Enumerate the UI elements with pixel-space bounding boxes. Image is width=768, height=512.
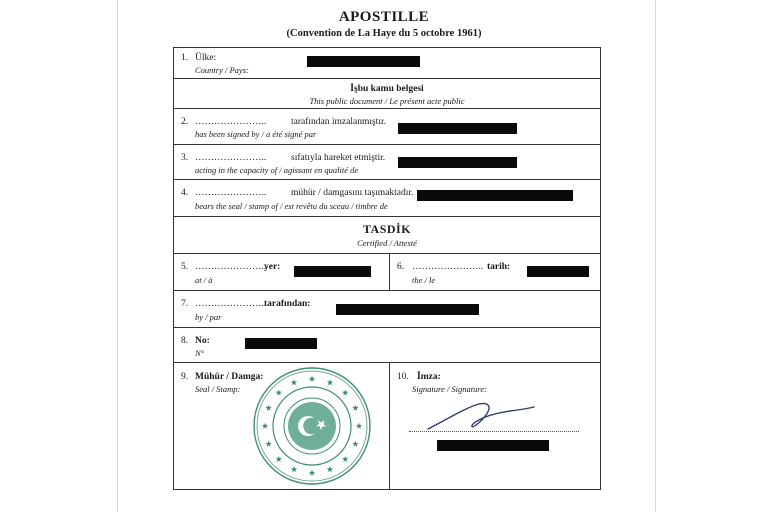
- seal-star-icon: [327, 379, 333, 385]
- field-number: 6.: [397, 262, 405, 272]
- row-signed-by: [174, 109, 600, 145]
- seal-star-icon: [352, 441, 358, 447]
- seal-star-icon: [327, 466, 333, 472]
- row-certified: [174, 217, 600, 254]
- signature-sublabel: Signature / Signature:: [412, 384, 487, 394]
- field-number: 5.: [181, 262, 189, 272]
- signature-label: İmza:: [417, 372, 441, 382]
- redacted-country: [307, 56, 420, 67]
- seal-star-icon: [276, 389, 282, 395]
- crescent-star-seal-icon: [252, 366, 372, 486]
- capacity-label: sıfatıyla hareket etmiştir.: [291, 153, 386, 163]
- signed-by-dots: …………………..: [195, 117, 267, 127]
- field-number: 7.: [181, 299, 189, 309]
- row-number: [174, 328, 600, 363]
- number-label: No:: [195, 336, 210, 346]
- redacted-place: [294, 266, 371, 277]
- by-dots: …………………..: [195, 299, 267, 309]
- redacted-signer: [398, 123, 517, 134]
- public-document-heading: İşbu kamu belgesi: [350, 84, 424, 94]
- capacity-dots: …………………..: [195, 153, 267, 163]
- field-number: 2.: [181, 117, 189, 127]
- certified-subheading: Certified / Attesté: [357, 238, 417, 248]
- country-label: Ülke:: [195, 53, 217, 63]
- capacity-sublabel: acting in the capacity of / agissant en qualité de: [195, 165, 359, 175]
- seal-star-icon: [342, 456, 348, 462]
- place-sublabel: at / à: [195, 275, 213, 285]
- seal-star-icon: [309, 470, 315, 476]
- handwritten-signature-icon: [426, 399, 536, 433]
- date-dots: …………………..: [412, 262, 484, 272]
- seal-star-icon: [291, 379, 297, 385]
- apostille-form: [173, 47, 601, 490]
- date-sublabel: the / le: [412, 275, 436, 285]
- field-number: 1.: [181, 53, 189, 63]
- redacted-signatory-name: [437, 440, 549, 451]
- seal-star-icon: [262, 423, 268, 429]
- seal-of-label: mühür / damgasını taşımaktadır.: [291, 188, 414, 198]
- date-label: tarih:: [487, 262, 511, 272]
- column-divider: [389, 254, 390, 290]
- seal-label: Mühür / Damga:: [195, 372, 264, 382]
- redacted-authority: [417, 190, 573, 201]
- page-edge-left: [117, 0, 118, 512]
- seal-sublabel: Seal / Stamp:: [195, 384, 241, 394]
- field-number: 8.: [181, 336, 189, 346]
- document-title: APOSTILLE: [338, 9, 430, 25]
- field-number: 4.: [181, 188, 189, 198]
- seal-star-icon: [309, 376, 315, 382]
- by-sublabel: by / par: [195, 312, 222, 322]
- seal-of-dots: …………………..: [195, 188, 267, 198]
- country-sublabel: Country / Pays:: [195, 65, 249, 75]
- seal-star-icon: [265, 405, 271, 411]
- redacted-number: [245, 338, 317, 349]
- number-sublabel: N°: [195, 348, 205, 358]
- field-number: 10.: [397, 372, 409, 382]
- field-number: 3.: [181, 153, 189, 163]
- redacted-issuer: [336, 304, 479, 315]
- redacted-date: [527, 266, 589, 277]
- document-subtitle: (Convention de La Haye du 5 octobre 1961): [286, 28, 482, 39]
- row-capacity: [174, 145, 600, 180]
- row-public-document: [174, 79, 600, 109]
- signed-by-sublabel: has been signed by / a été signé par: [195, 129, 317, 139]
- seal-star-icon: [265, 441, 271, 447]
- public-document-subheading: This public document / Le présent acte public: [309, 96, 465, 106]
- seal-star-icon: [291, 466, 297, 472]
- signed-by-label: tarafından imzalanmıştır.: [291, 117, 386, 127]
- seal-star-icon: [342, 389, 348, 395]
- seal-star-icon: [352, 405, 358, 411]
- by-label: tarafından:: [264, 299, 311, 309]
- row-country: [174, 48, 600, 79]
- seal-star-icon: [276, 456, 282, 462]
- seal-star-icon: [356, 423, 362, 429]
- seal-of-sublabel: bears the seal / stamp of / est revêtu du sceau / timbre de: [195, 201, 388, 211]
- redacted-capacity: [398, 157, 517, 168]
- signature-line: [409, 431, 579, 432]
- row-seal-stamp-of: [174, 180, 600, 217]
- place-dots: …………………..: [195, 262, 267, 272]
- row-place-date: [174, 254, 600, 291]
- column-divider: [389, 363, 390, 490]
- place-label: yer:: [264, 262, 281, 272]
- field-number: 9.: [181, 372, 189, 382]
- certified-heading: TASDİK: [362, 222, 412, 236]
- row-seal-signature: [174, 363, 600, 490]
- page-edge-right: [655, 0, 656, 512]
- row-by: [174, 291, 600, 328]
